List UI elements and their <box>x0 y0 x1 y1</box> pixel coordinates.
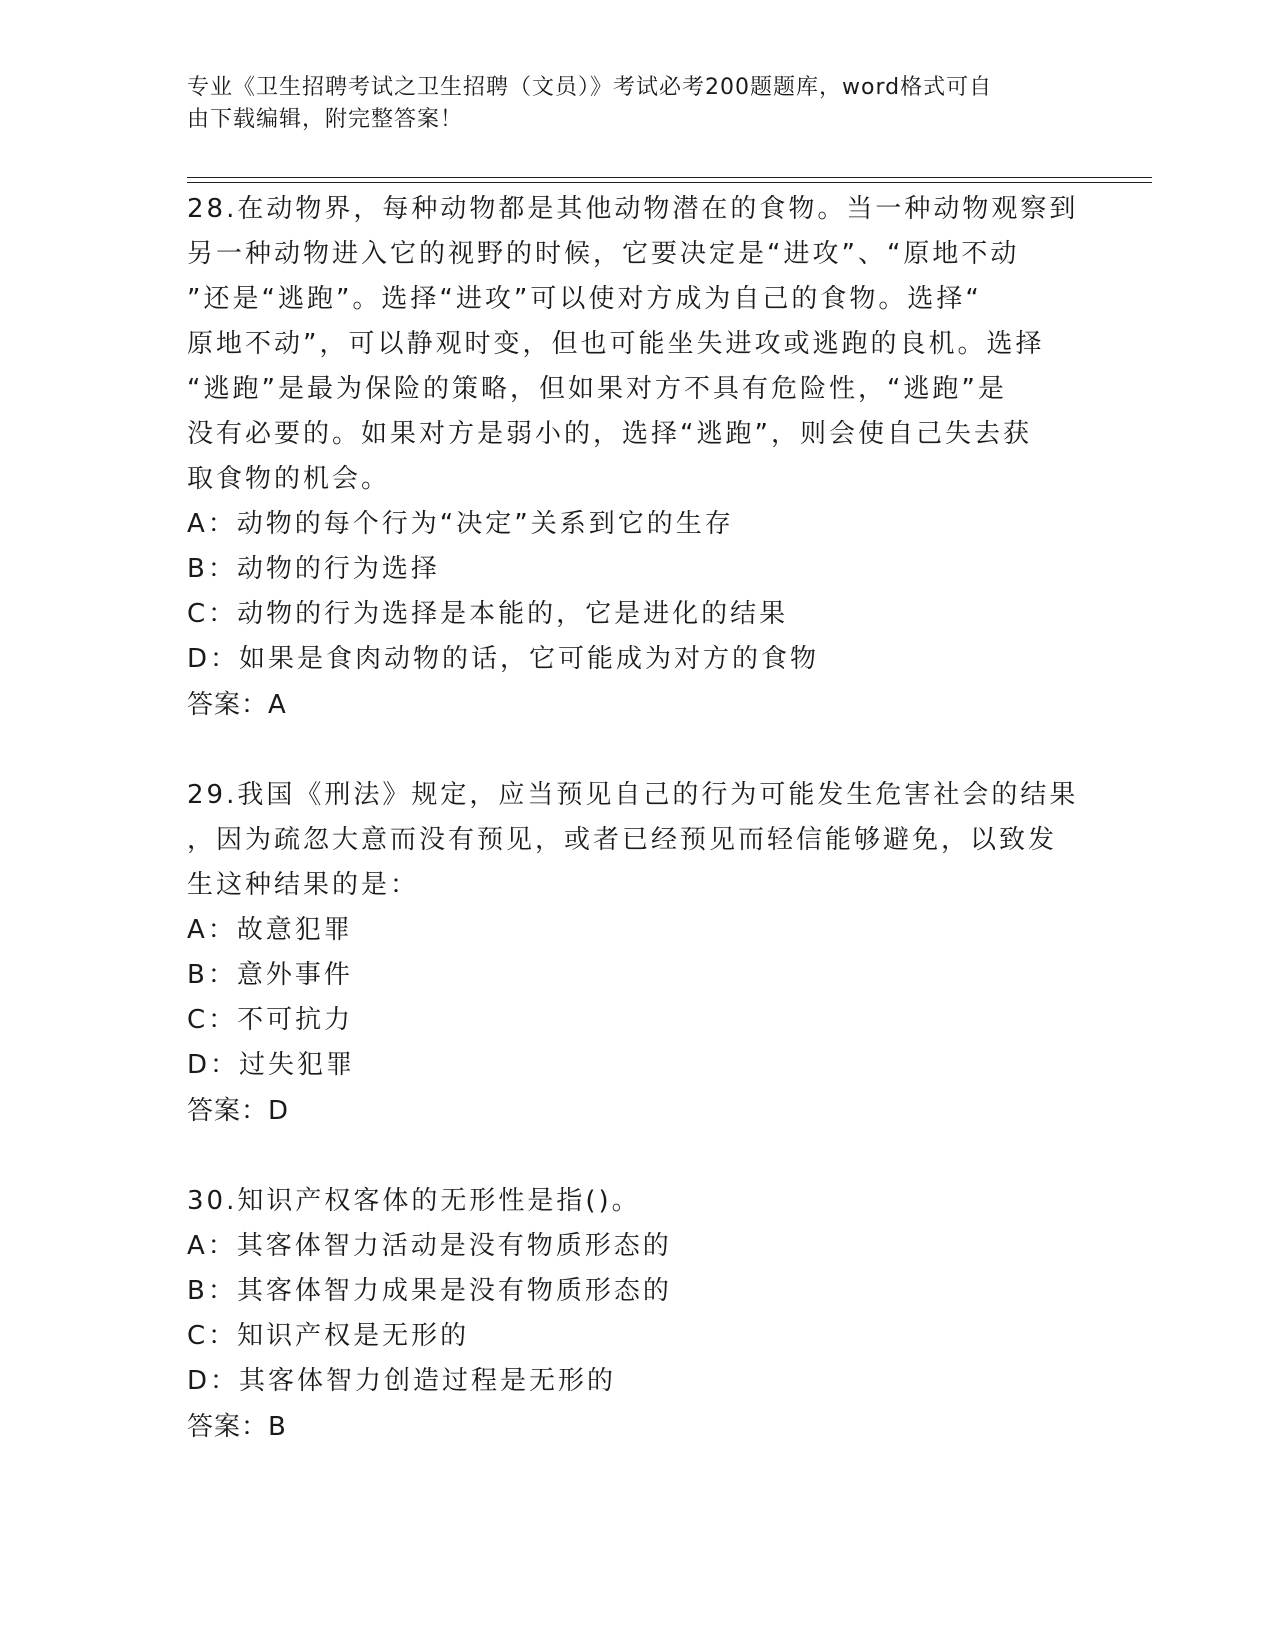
question-30 <box>187 1179 1087 1450</box>
question-stem-line: 30.知识产权客体的无形性是指()。 <box>187 1186 641 1216</box>
option-c: C：不可抗力 <box>187 1005 354 1035</box>
question-stem-line: 28.在动物界，每种动物都是其他动物潜在的食物。当一种动物观察到 <box>187 194 1079 224</box>
document-header <box>187 72 1067 136</box>
question-stem-line: 取食物的机会。 <box>187 464 391 494</box>
header-divider-bottom <box>187 182 1152 183</box>
header-divider-top <box>187 177 1152 178</box>
answer-label: 答案：B <box>187 1412 287 1442</box>
question-spacer <box>187 1134 1087 1179</box>
option-d: D：其客体智力创造过程是无形的 <box>187 1366 617 1396</box>
option-b: B：动物的行为选择 <box>187 554 440 584</box>
question-stem-line: 29.我国《刑法》规定，应当预见自己的行为可能发生危害社会的结果 <box>187 780 1079 810</box>
option-d: D：如果是食肉动物的话，它可能成为对方的食物 <box>187 644 820 674</box>
question-stem-line: 生这种结果的是： <box>187 870 420 900</box>
header-line-1: 专业《卫生招聘考试之卫生招聘（文员）》考试必考200题题库，word格式可自 <box>187 75 993 100</box>
option-c: C：动物的行为选择是本能的，它是进化的结果 <box>187 599 789 629</box>
question-spacer <box>187 728 1087 773</box>
header-line-2: 由下载编辑，附完整答案！ <box>187 107 464 132</box>
question-stem-line: 没有必要的。如果对方是弱小的，选择“逃跑”，则会使自己失去获 <box>187 419 1032 449</box>
question-stem-line: ，因为疏忽大意而没有预见，或者已经预见而轻信能够避免，以致发 <box>187 825 1058 855</box>
question-stem-line: ”还是“逃跑”。选择“进攻”可以使对方成为自己的食物。选择“ <box>187 284 982 314</box>
option-d: D：过失犯罪 <box>187 1050 356 1080</box>
option-a: A：动物的每个行为“决定”关系到它的生存 <box>187 509 734 539</box>
question-28 <box>187 187 1087 728</box>
option-a: A：故意犯罪 <box>187 915 353 945</box>
option-a: A：其客体智力活动是没有物质形态的 <box>187 1231 672 1261</box>
option-b: B：其客体智力成果是没有物质形态的 <box>187 1276 672 1306</box>
question-stem-line: “逃跑”是最为保险的策略，但如果对方不具有危险性，“逃跑”是 <box>187 374 1007 404</box>
answer-label: 答案：A <box>187 690 287 720</box>
option-b: B：意外事件 <box>187 960 353 990</box>
question-stem-line: 另一种动物进入它的视野的时候，它要决定是“进攻”、“原地不动 <box>187 239 1020 269</box>
option-c: C：知识产权是无形的 <box>187 1321 470 1351</box>
question-stem-line: 原地不动”，可以静观时变，但也可能坐失进攻或逃跑的良机。选择 <box>187 329 1045 359</box>
question-list <box>187 187 1087 1450</box>
answer-label: 答案：D <box>187 1096 290 1126</box>
question-29 <box>187 773 1087 1134</box>
